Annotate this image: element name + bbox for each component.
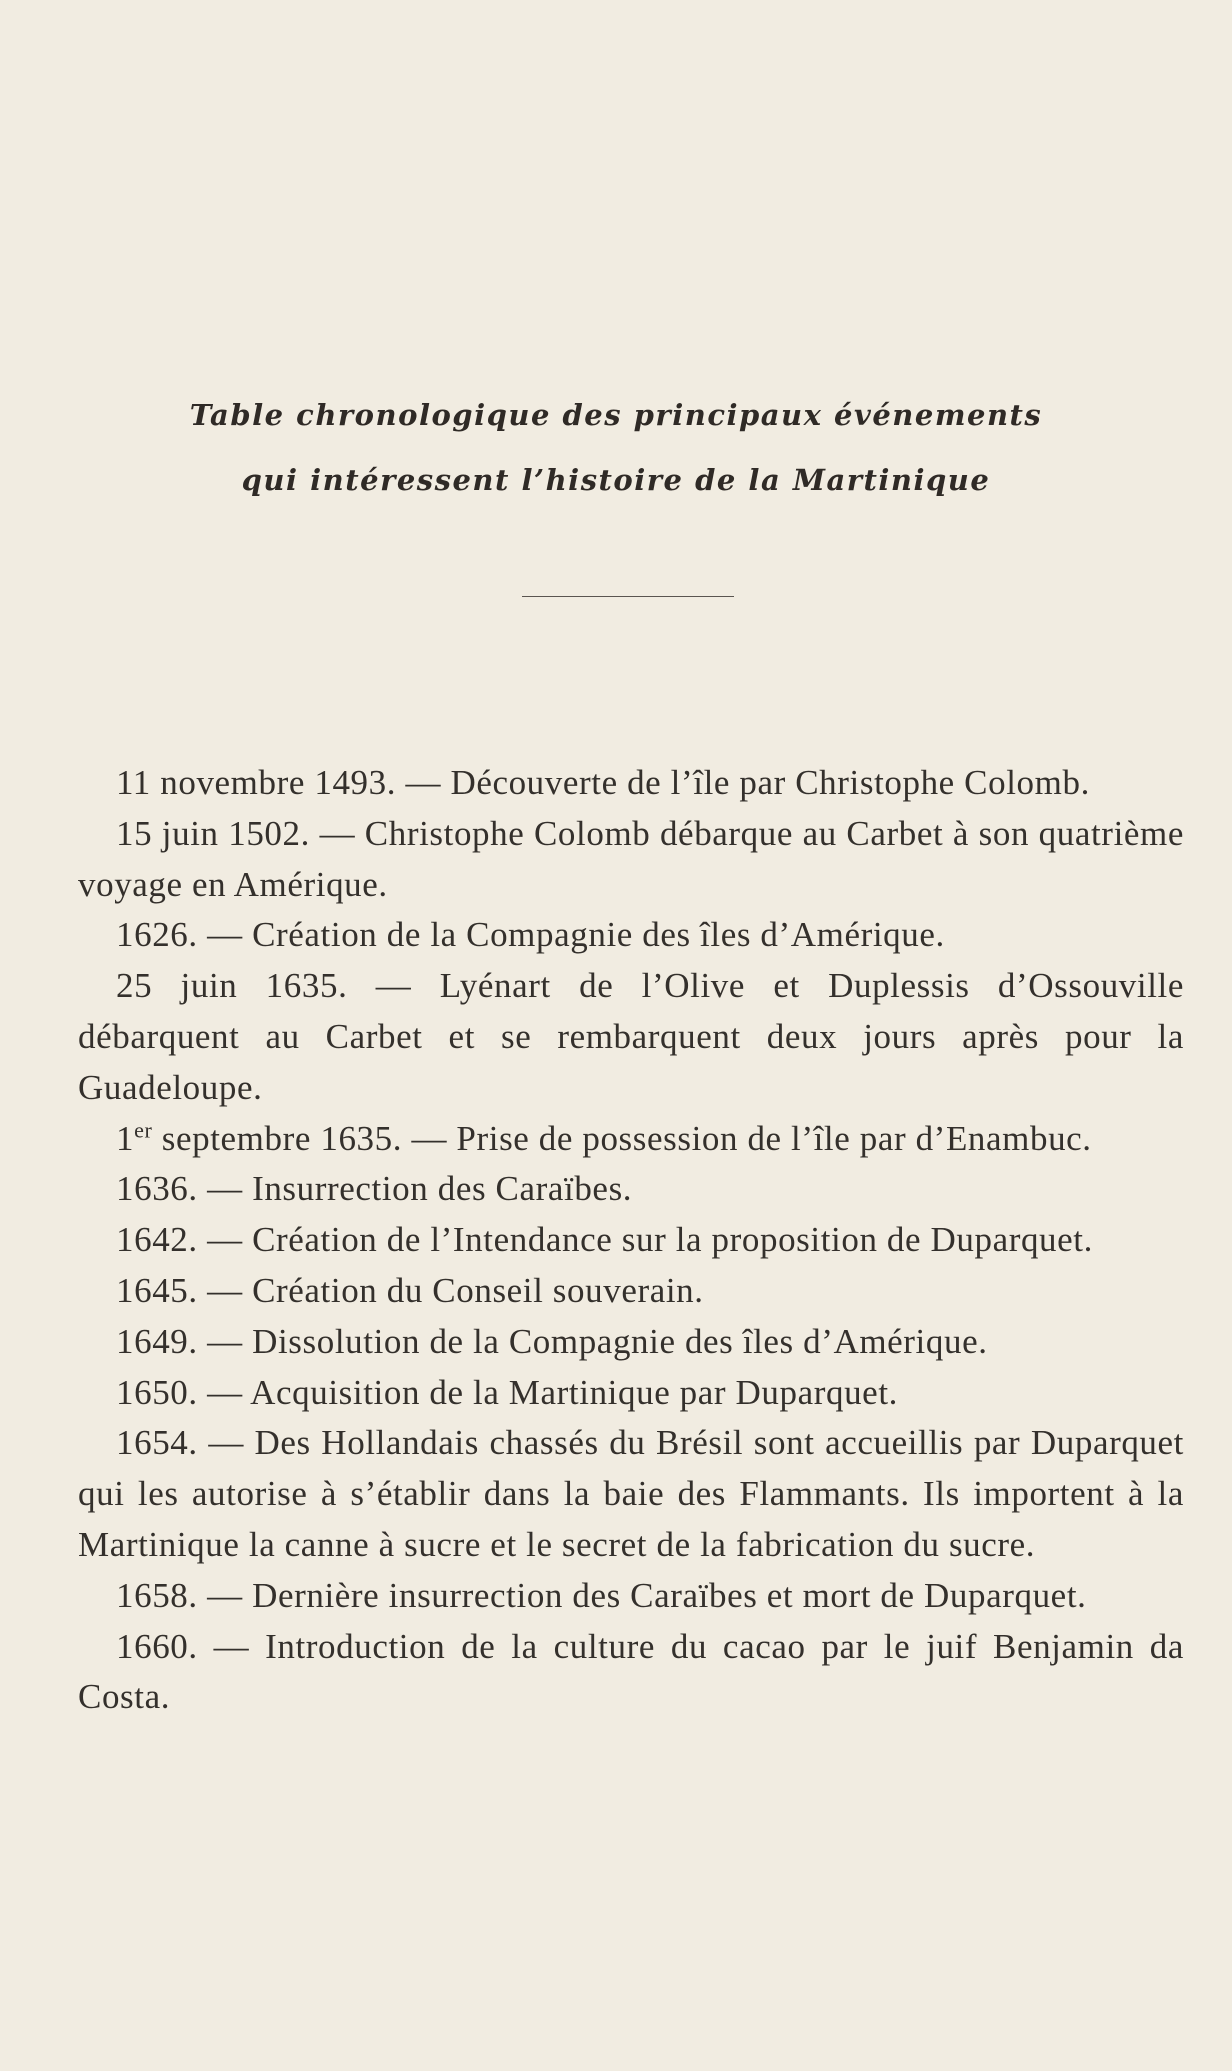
entry-text: Création du Conseil souverain. [252,1270,704,1310]
entry-date: 1626. [116,915,198,955]
entry-separator: — [207,915,243,955]
entry-date: 1642. [116,1220,198,1260]
entry-separator: — [207,1575,243,1615]
page-title-line-1: Table chronologique des principaux événements [189,398,1043,432]
entry-date: 1649. [116,1321,198,1361]
entry-separator: — [207,1270,243,1310]
entry-date: 15 juin 1502. [116,813,310,853]
entry-date: 1660. [116,1626,198,1666]
entry-date-superscript: er [134,1116,153,1142]
list-item [78,1164,1184,1215]
title-divider [522,596,734,597]
entry-text: Christophe Colomb débarque au Carbet à son quatrième voyage en Amérique. [78,813,1184,904]
entry-separator: — [207,1169,243,1209]
list-item [78,910,1184,961]
entry-text: Création de la Compagnie des îles d’Amérique. [252,915,945,955]
entry-text: Création de l’Intendance sur la proposition de Duparquet. [252,1220,1093,1260]
list-item [78,1215,1184,1266]
list-item [78,1571,1184,1622]
entry-text: Acquisition de la Martinique par Duparquet. [250,1372,898,1412]
entry-separator: — [208,1423,244,1463]
chronology-list [78,758,1184,1723]
entry-date: 1654. [116,1423,198,1463]
list-item [78,1266,1184,1317]
entry-separator: — [213,1626,250,1666]
entry-date-number: 1 [116,1118,135,1158]
entry-text: Insurrection des Caraïbes. [252,1169,633,1209]
page-title-line-2: qui intéressent l’histoire de la Martinique [241,463,991,497]
entry-separator: — [207,1220,243,1260]
entry-date: 1636. [116,1169,198,1209]
list-item [78,758,1184,809]
list-item [78,1317,1184,1368]
list-item [78,1622,1184,1724]
list-item [78,1418,1184,1570]
entry-separator: — [207,1321,243,1361]
entry-text: Dernière insurrection des Caraïbes et mort de Duparquet. [252,1575,1087,1615]
entry-separator: — [207,1372,243,1412]
list-item [78,961,1184,1113]
list-item [78,809,1184,911]
entry-separator: — [319,813,356,853]
entry-separator: — [411,1118,448,1158]
entry-date: 1645. [116,1270,198,1310]
entry-date [116,1116,403,1158]
entry-date-rest: septembre 1635. [161,1118,403,1158]
entry-date: 1658. [116,1575,198,1615]
entry-date: 25 juin 1635. [116,966,348,1006]
entry-text: Des Hollandais chassés du Brésil sont accueillis par Duparquet qui les autorise à s’établir dans la baie des Flammants. Ils importent à la Martinique la canne à sucre et le secret de la fabrication du sucre. [78,1423,1184,1564]
entry-text: Lyénart de l’Olive et Duplessis d’Ossouville débarquent au Carbet et se rembarquent deux jours après pour la Guadeloupe. [78,966,1185,1107]
entry-separator: — [375,966,412,1006]
entry-date: 11 novembre 1493. [116,763,397,802]
entry-text: Prise de possession de l’île par d’Enambuc. [456,1118,1092,1158]
list-item [78,1368,1184,1419]
entry-text: Introduction de la culture du cacao par le juif Benjamin da Costa. [78,1626,1184,1717]
entry-text: Découverte de l’île par Christophe Colomb. [450,763,1090,802]
list-item [78,1114,1184,1165]
entry-text: Dissolution de la Compagnie des îles d’Amérique. [252,1321,988,1361]
entry-date: 1650. [116,1372,198,1412]
entry-separator: — [405,763,442,802]
